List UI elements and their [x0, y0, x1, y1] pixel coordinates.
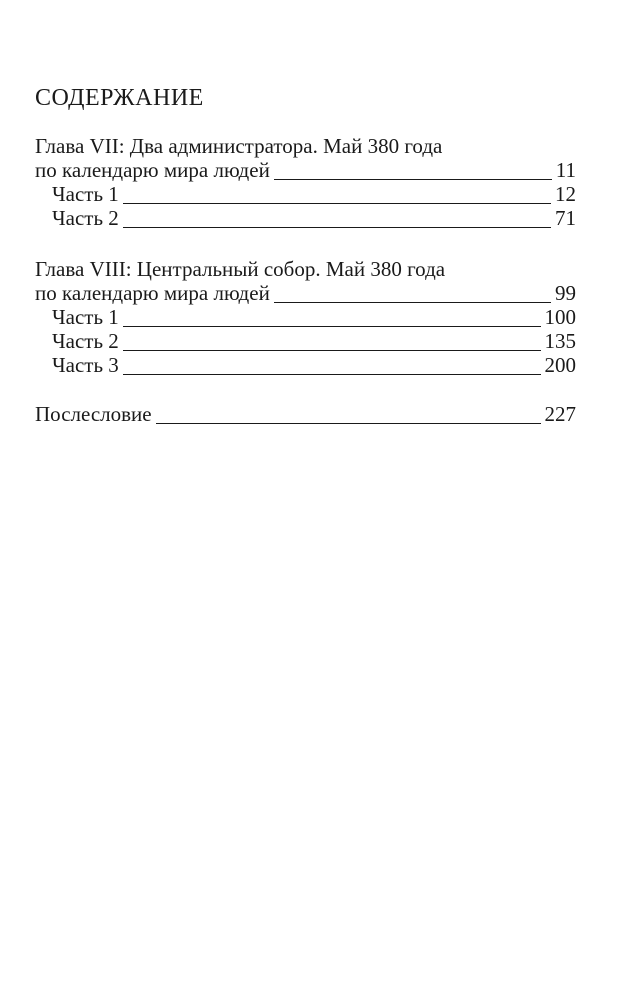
dot-leader: [123, 355, 541, 375]
afterword-page-number: 227: [544, 402, 576, 426]
part-label: Часть 2: [52, 329, 119, 353]
chapter-7-title-line1: Глава VII: Два администратора. Май 380 года: [35, 134, 443, 158]
chapter-8-page-number: 99: [555, 281, 576, 305]
part-page-number: 12: [555, 182, 576, 206]
dot-leader: [274, 283, 551, 303]
chapter-7-entry[interactable]: [35, 158, 576, 182]
dot-leader: [274, 160, 552, 180]
chapter-8-entry[interactable]: [35, 281, 576, 305]
part-page-number: 100: [544, 305, 576, 329]
part-label: Часть 2: [52, 206, 119, 230]
chapter-7-title-line2: по календарю мира людей: [35, 158, 270, 182]
chapter-8-title-line1: Глава VIII: Центральный собор. Май 380 года: [35, 257, 446, 281]
dot-leader: [123, 184, 551, 204]
chapter-7-part-1-entry[interactable]: [52, 182, 576, 206]
dot-leader: [156, 404, 541, 424]
part-label: Часть 1: [52, 305, 119, 329]
part-label: Часть 1: [52, 182, 119, 206]
part-page-number: 71: [555, 206, 576, 230]
part-page-number: 200: [544, 353, 576, 377]
dot-leader: [123, 331, 541, 351]
chapter-8-part-3-entry[interactable]: [52, 353, 576, 377]
afterword-entry[interactable]: [35, 402, 576, 426]
afterword-label: Послесловие: [35, 402, 152, 426]
part-label: Часть 3: [52, 353, 119, 377]
toc-title: СОДЕРЖАНИЕ: [35, 85, 204, 111]
chapter-8-title-line2: по календарю мира людей: [35, 281, 270, 305]
dot-leader: [123, 208, 551, 228]
part-page-number: 135: [544, 329, 576, 353]
chapter-7-part-2-entry[interactable]: [52, 206, 576, 230]
chapter-7-page-number: 11: [555, 158, 576, 182]
chapter-8-part-1-entry[interactable]: [52, 305, 576, 329]
dot-leader: [123, 307, 541, 327]
chapter-8-part-2-entry[interactable]: [52, 329, 576, 353]
